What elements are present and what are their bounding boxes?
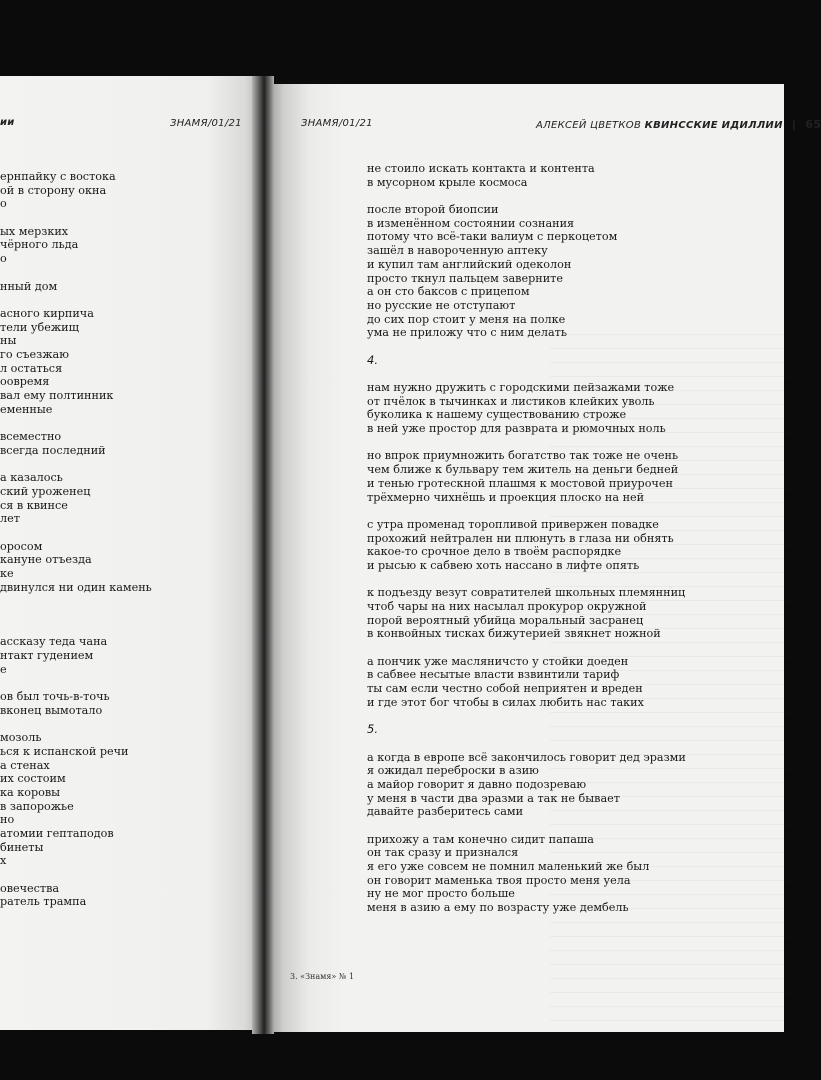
- poem-line: лет: [0, 512, 20, 526]
- stanza-break: [367, 737, 686, 751]
- poem-line: ых мерзких: [0, 224, 69, 238]
- stanza-break: [0, 718, 152, 732]
- running-head-separator: |: [792, 120, 796, 131]
- poem-line: но: [0, 813, 15, 827]
- poem-line: но русские не отступают: [367, 298, 516, 312]
- poem-line: о: [0, 252, 7, 266]
- right-poem-text: [367, 162, 686, 915]
- poem-line: прохожий нейтрален ни плюнуть в глаза ни обнять: [367, 531, 674, 545]
- poem-line: буколика к нашему существованию строже: [367, 408, 627, 422]
- stanza-break: [0, 622, 152, 636]
- section-number: 4.: [367, 352, 378, 367]
- poem-line: ой в сторону окна: [0, 183, 107, 197]
- poem-line: я ожидал переброски в азию: [367, 764, 539, 778]
- poem-line: о: [0, 197, 7, 211]
- stanza-break: [0, 211, 152, 225]
- poem-line: к подъезду везут совратителей школьных племянниц: [367, 586, 686, 600]
- poem-line: ну не мог просто больше: [367, 887, 515, 901]
- poem-line: бинеты: [0, 840, 44, 854]
- poem-line: просто ткнул пальцем заверните: [367, 271, 563, 285]
- poem-line: от пчёлок в тычинках и листиков клейких уволь: [367, 394, 655, 408]
- stanza-break: [367, 710, 686, 724]
- poem-line: ны: [0, 334, 17, 348]
- poem-line: всеместно: [0, 430, 62, 444]
- poem-line: зашёл в навороченную аптеку: [367, 244, 548, 258]
- poem-line: в сабвее несытые власти взвинтили тариф: [367, 668, 620, 682]
- poem-line: вал ему полтинник: [0, 389, 114, 402]
- left-running-head-title: ии: [0, 117, 15, 128]
- left-page: [0, 76, 258, 1030]
- poem-line: в мусорном крыле космоса: [367, 175, 528, 189]
- poem-line: а казалось: [0, 471, 63, 485]
- poem-line: овечества: [0, 881, 60, 895]
- poem-line: еменные: [0, 402, 53, 416]
- poem-line: атомии гептаподов: [0, 827, 114, 840]
- stanza-break: [0, 293, 152, 307]
- poem-line: ься к испанской речи: [0, 744, 129, 758]
- stanza-break: [0, 594, 152, 608]
- poem-line: ов был точь-в-точь: [0, 690, 110, 704]
- poem-line: ума не приложу что с ним делать: [367, 326, 567, 340]
- stanza-break: [0, 266, 152, 280]
- stanza-break: [367, 573, 686, 587]
- poem-line: меня в азию а ему по возрасту уже дембель: [367, 901, 629, 915]
- poem-line: оросом: [0, 539, 43, 553]
- poem-line: в изменённом состоянии сознания: [367, 216, 575, 230]
- poem-line: всегда последний: [0, 443, 106, 457]
- poem-line: вконец вымотало: [0, 703, 103, 717]
- poem-line: после второй биопсии: [367, 203, 499, 217]
- poem-line: ся в квинсе: [0, 498, 68, 512]
- poem-line: ке: [0, 566, 14, 580]
- poem-line: го съезжаю: [0, 347, 69, 361]
- poem-line: и тенью гротескной плашмя к мостовой приурочен: [367, 476, 673, 490]
- right-page: [268, 84, 821, 1032]
- poem-line: а пончик уже масляничсто у стойки доеден: [367, 654, 629, 668]
- poem-line: я его уже совсем не помнил маленький же был: [367, 860, 650, 874]
- poem-line: и рысью к сабвею хоть нассано в лифте опять: [367, 558, 640, 572]
- poem-line: а стенах: [0, 758, 50, 772]
- stanza-break: [0, 526, 152, 540]
- poem-line: в запорожье: [0, 799, 74, 813]
- stanza-break: [367, 641, 686, 655]
- poem-line: он так сразу и признался: [367, 846, 519, 860]
- stanza-break: [0, 909, 152, 923]
- poem-line: нный дом: [0, 279, 58, 293]
- poem-line: и где этот бог чтобы в силах любить нас таких: [367, 695, 644, 709]
- stanza-break: [0, 608, 152, 622]
- running-head-author: АЛЕКСЕЙ ЦВЕТКОВ: [536, 120, 642, 131]
- poem-line: не стоило искать контакта и контента: [367, 162, 595, 175]
- poem-line: какое-то срочное дело в твоём распорядке: [367, 545, 622, 559]
- right-running-head-journal: ЗНАМЯ/01/21: [301, 118, 373, 129]
- stanza-break: [367, 436, 686, 450]
- poem-line: чтоб чары на них насылал прокурор окружной: [367, 600, 647, 613]
- poem-line: давайте разберитесь сами: [367, 805, 524, 819]
- poem-line: оовремя: [0, 375, 50, 389]
- poem-line: до сих пор стоит у меня на полке: [367, 312, 566, 326]
- poem-line: а когда в европе всё закончилось говорит дед эразми: [367, 750, 686, 764]
- poem-line: трёхмерно чихнёшь и проекция плоско на ней: [367, 490, 645, 504]
- stanza-break: [367, 504, 686, 518]
- poem-line: ский уроженец: [0, 484, 91, 498]
- running-head-title: КВИНССКИЕ ИДИЛЛИИ: [644, 120, 783, 131]
- poem-line: ратель трампа: [0, 895, 87, 909]
- poem-line: он говорит маменька твоя просто меня уела: [367, 873, 631, 887]
- poem-line: а он сто баксов с прицепом: [367, 285, 530, 299]
- poem-line: кануне отъезда: [0, 553, 92, 567]
- page-footer: 3. «Знамя» № 1: [290, 972, 355, 981]
- stanza-break: [0, 457, 152, 471]
- poem-line: х: [0, 854, 7, 868]
- poem-line: нтакт гудением: [0, 649, 94, 663]
- poem-line: л остаться: [0, 361, 63, 375]
- poem-line: нам нужно дружить с городскими пейзажами тоже: [367, 381, 675, 394]
- poem-line: е: [0, 662, 7, 676]
- stanza-break: [0, 676, 152, 690]
- section-number: 5.: [367, 722, 378, 737]
- poem-line: порой вероятный убийца моральный засранец: [367, 613, 644, 627]
- poem-line: ассказу теда чана: [0, 635, 108, 649]
- stanza-break: [0, 416, 152, 430]
- poem-line: ка коровы: [0, 785, 61, 799]
- poem-line: а майор говорит я давно подозреваю: [367, 777, 587, 791]
- page-number: 65: [805, 118, 821, 131]
- poem-line: чёрного льда: [0, 238, 79, 252]
- stanza-break: [367, 367, 686, 381]
- poem-line: асного кирпича: [0, 306, 94, 320]
- poem-line: тели убежищ: [0, 320, 80, 334]
- stanza-break: [367, 189, 686, 203]
- stanza-break: [367, 819, 686, 833]
- poem-line: и купил там английский одеколон: [367, 257, 572, 271]
- poem-line: прихожу а там конечно сидит папаша: [367, 832, 594, 846]
- left-poem-text: [0, 170, 152, 923]
- poem-line: в конвойных тисках бижутерией звякнет ножной: [367, 627, 661, 641]
- poem-line: чем ближе к бульвару тем житель на деньги бедней: [367, 463, 679, 477]
- left-running-head-journal: ЗНАМЯ/01/21: [170, 118, 242, 129]
- poem-line: у меня в части два эразми а так не бывает: [367, 791, 620, 805]
- poem-line: но впрок приумножить богатство так тоже не очень: [367, 449, 679, 463]
- poem-line: их состоим: [0, 772, 66, 786]
- poem-line: двинулся ни один камень: [0, 580, 152, 594]
- stanza-break: [0, 868, 152, 882]
- poem-line: ты сам если честно собой неприятен и вреден: [367, 682, 643, 696]
- poem-line: в ней уже простор для разврата и рюмочных ноль: [367, 422, 666, 436]
- right-running-head: [536, 118, 821, 131]
- poem-line: мозоль: [0, 731, 42, 745]
- stanza-break: [367, 340, 686, 354]
- poem-line: с утра променад торопливой привержен повадке: [367, 517, 659, 531]
- poem-line: потому что всё-таки валиум с перкоцетом: [367, 230, 618, 244]
- book-gutter: [252, 76, 274, 1034]
- poem-line: ернпайку с востока: [0, 170, 116, 183]
